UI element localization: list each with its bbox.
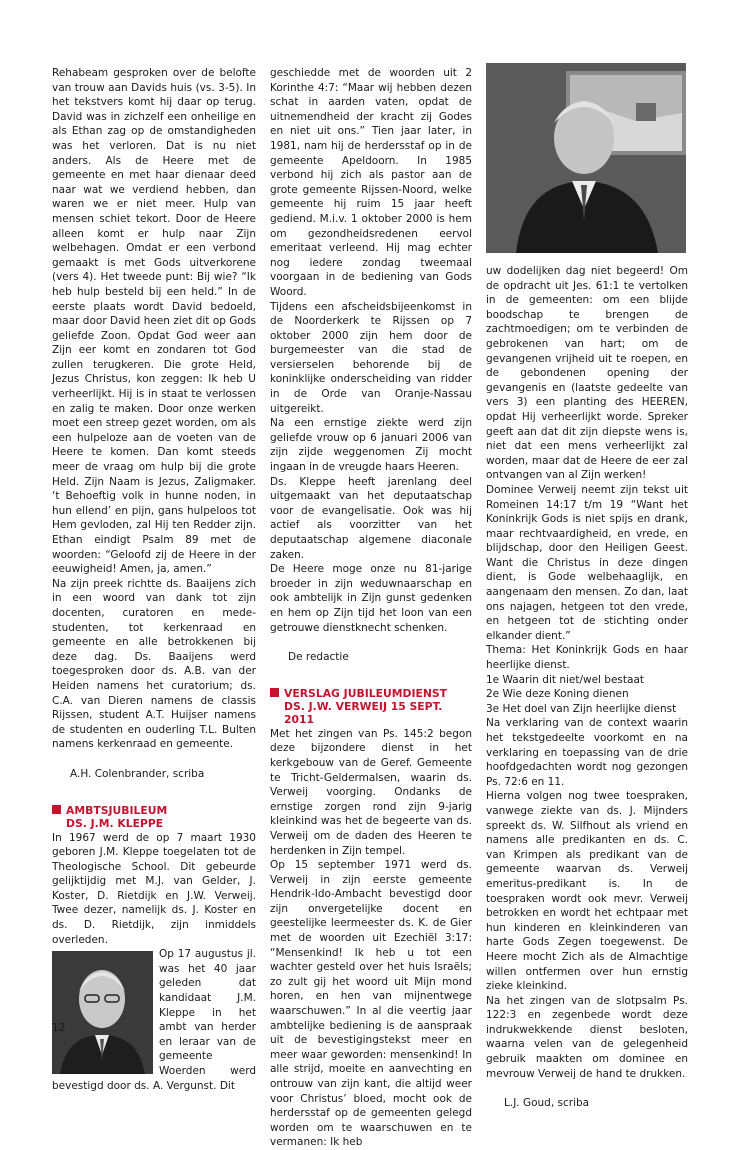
column-1 <box>52 66 256 1093</box>
paragraph: In 1967 werd de op 7 maart 1930 geboren J.M. Kleppe toegelaten tot de Theologische School. Dit gebeurde gelijktijdig met M.J. van Gelder, J. Koster, D. Rietdijk en J.W. Verweij. Twee dezer, namelijk ds. J. Koster en ds. D. Rietdijk, zijn inmiddels overleden. <box>52 831 256 946</box>
paragraph: Na het zingen van de slotpsalm Ps. 122:3 en zegenbede wordt deze indrukwekkende dienst besloten, waarna velen van de gelegenheid gebruik maakten om dominee en mevrouw Verweij de hand te drukken. <box>486 994 688 1080</box>
portrait-kleppe-image <box>52 951 153 1074</box>
list-item: 3e Het doel van Zijn heerlijke dienst <box>486 702 677 715</box>
heading-line-2: DS. J.W. VERWEIJ 15 SEPT. 2011 <box>284 699 443 726</box>
list-item: 1e Waarin dit niet/wel bestaat <box>486 673 645 686</box>
paragraph: Dominee Verweij neemt zijn tekst uit Romeinen 14:17 t/m 19 “Want het Koninkrijk Gods is niet spijs en drank, maar rechtvaardigheid, en vrede, en blijdschap, door den Heiligen Geest. Want die Christus in deze dingen dient, is Gode welbehaaglijk, en aangenaam den mensen. Zo dan, laat ons najagen, hetgeen tot den vrede, en hetgeen tot de stichting onder elkander dient.” <box>486 483 688 642</box>
section-heading-verslag <box>270 687 472 726</box>
portrait-verweij-image <box>486 63 686 253</box>
signature: De redactie <box>288 651 349 664</box>
paragraph: Met het zingen van Ps. 145:2 begon deze bijzondere dienst in het kerkgebouw van de Geref. Gemeente te Tricht-Geldermalsen, waarin ds. Verweij voorging. Ondanks de ernstige zorgen rond zijn 9-jarig kleinkind was het de begeerte van ds. Verweij om de daden des Heeren te herdenken in Zijn tempel. <box>270 727 472 857</box>
paragraph: Op 15 september 1971 werd ds. Verweij in zijn eerste gemeente Hendrik-Ido-Ambacht bevestigd door zijn onvergetelijke docent en geestelijke leermeester ds. K. de Gier met de woorden uit Ezechiël 3:17: “Mensenkind! Ik heb u tot een wachter gesteld over het huis Israëls; zo zult gij het woord uit Mijn mond horen, en hen van mijnentwege waarschuwen.” In al die veertig jaar ambtelijke bediening is de aanspraak uit de bevestigingstekst meer en meer waar geworden: mensenkind! In alle strijd, moeite en aanvechting en ontrouw van zijn kant, die altijd weer voor Christus’ bloed, mocht ook de herdersstaf op de gemeenten gelegd worden om te waarschuwen en te vermanen: Ik heb <box>270 859 472 1149</box>
paragraph: Thema: Het Koninkrijk Gods en haar heerlijke dienst. <box>486 644 688 672</box>
heading-line-1: AMBTSJUBILEUM <box>66 803 168 817</box>
signature: L.J. Goud, scriba <box>504 1097 590 1110</box>
paragraph: Na een ernstige ziekte werd zijn geliefde vrouw op 6 januari 2006 van zijn zijde weggenomen Zij mocht ingaan in de vreugde haars Heeren. <box>270 417 472 474</box>
paragraph: Tijdens een afscheidsbijeenkomst in de Noorderkerk te Rijssen op 7 oktober 2000 zijn hem door de burgemeester van die stad de versierselen behorende bij de koninklijke onderscheiding van ridder in de Orde van Oranje-Nassau uitgereikt. <box>270 300 472 415</box>
column-3 <box>486 264 688 1111</box>
column-2 <box>270 66 472 1150</box>
section-heading-ambtsjubileum <box>52 804 256 830</box>
portrait-photo-verweij <box>486 63 686 253</box>
signature: A.H. Colenbrander, scriba <box>70 767 205 780</box>
paragraph: De Heere moge onze nu 81-jarige broeder in zijn weduwnaarschap en ook ambtelijk in Zijn gunst gedenken en hem op Zijn tijd het loon van een getrouwe dienstknecht schenken. <box>270 563 472 634</box>
paragraph: geschiedde met de woorden uit 2 Korinthe 4:7: “Maar wij hebben dezen schat in aarden vaten, opdat de uitnemendheid der kracht zij Godes en niet uit ons.” Tien jaar later, in 1981, nam hij de herdersstaf op in de gemeente Apeldoorn. In 1985 verbond hij zich als pastor aan de grote gemeente Rijssen-Noord, welke gemeente hij ruim 15 jaar heeft gediend. M.i.v. 1 oktober 2000 is hem om gezondheidsredenen eervol emeritaat verleend. Hij mag echter nog iedere zondag tweemaal voorgaan in de bediening van Gods Woord. <box>270 67 472 298</box>
paragraph: Hierna volgen nog twee toespraken, vanwege ziekte van ds. J. Mijnders spreekt ds. W. Silfhout als vriend en namens alle predikanten en ds. C. van Krimpen als predikant van de gemeente waarvan ds. Verweij emeritus-predikant is. In de toespraken wordt ook mevr. Verweij betrokken en wordt het echtpaar met hun kinderen en kleinkinderen van harte Gods Zegen toegewenst. De Heere mocht Zich als de Almachtige willen ontfermen over hun ernstig zieke kleinkind. <box>486 790 688 993</box>
paragraph: Na verklaring van de context waarin het tekstgedeelte voorkomt en na verklaring en toepassing van de drie hoofdgedachten wordt nog gezongen Ps. 72:6 en 11. <box>486 717 688 788</box>
paragraph: Rehabeam gesproken over de belofte van trouw aan Davids huis (vs. 3-5). In het tekstvers komt hij daar op terug. David was in zichzelf een onheilige en als Ethan zag op de omstandigheden was het verloren. Dat is nu niet anders. Als de Heere met de gemeente en met haar dienaar deed naar wat we verdiend hebben, dan waren we er niet meer. Hulp van mensen schiet tekort. Door de Heere alleen komt er hulp naar Zijn welbehagen. Omdat er een verbond gemaakt is met Gods uitverkorene (vers 4). Het tweede punt: Bij wie? “Ik heb hulp besteld bij een held.” In de eerste plaats wordt David bedoeld, maar door David heen ziet dit op Gods geliefde Zoon. Opdat God weer aan Zijn eer komt en zondaren tot God zullen terugkeren. Die grote Held, Jezus Christus, kon zeggen: Ik heb U verheerlijkt. Hij is in staat te verlossen en zalig te maken. Door onze werken moet een streep gezet worden, om als een hulpeloze aan de voeten van de Heere te komen. Dan komt steeds meer de vraag om hulp bij die grote Held. Zijn Naam is Jezus, Zaligmaker. ‘t Behoeftig volk in hunne noden, in hun ellend’ en pijn, gans hulpeloos tot Hem gevloden, zal Hij ten Redder zijn. Ethan eindigt Psalm 89 met de woorden: “Geloofd zij de Heere in der eeuwigheid! Amen, ja, amen.” <box>52 67 256 576</box>
heading-line-2: DS. J.M. KLEPPE <box>66 816 164 830</box>
page-number: 12 <box>52 1022 66 1034</box>
paragraph: uw dodelijken dag niet begeerd! Om de opdracht uit Jes. 61:1 te vertolken in de gemeenten: om een blijde boodschap te brengen de zachtmoedigen; om te verbinden de gebrokenen van hart; om de gevangenen vrijheid uit te roepen, en de gebondenen opening der gevangenis en (laatste gedeelte van vers 3) een planting des HEEREN, opdat Hij verheerlijkt worde. Spreker geeft aan dat dit zijn diepste wens is, niet dat een mens verheerlijkt zal worden, maar dat de Heere de eer zal ontvangen van al Zijn werken! <box>486 265 688 482</box>
list-item: 2e Wie deze Koning dienen <box>486 688 629 701</box>
square-bullet-icon <box>270 688 279 697</box>
paragraph: Ds. Kleppe heeft jarenlang deel uitgemaakt van het deputaatschap voor de evangelisatie. Ook was hij actief als voorzitter van het deputaatschap algemene diaconale zaken. <box>270 475 472 561</box>
portrait-photo-kleppe <box>52 951 153 1074</box>
paragraph: Na zijn preek richtte ds. Baaijens zich in een woord van dank tot zijn docenten, curatoren en mede-studenten, tot kerkenraad en gemeente en alle betrokkenen bij deze dag. Ds. Baaijens werd toegesproken door ds. A.B. van der Heiden namens het curatorium; ds. C.A. van Dieren namens de classis Rijssen, student A.T. Huijser namens de studenten en ouderling T.L. Bulten namens kerkenraad en gemeente. <box>52 577 256 751</box>
square-bullet-icon <box>52 805 61 814</box>
heading-line-1: VERSLAG JUBILEUMDIENST <box>284 686 448 700</box>
paragraph: Op 17 augustus jl. was het 40 jaar geleden dat kandidaat J.M. Kleppe in het ambt van herder en leraar van de gemeente Woerden werd bevestigd door ds. A. Vergunst. Dit <box>52 948 256 1092</box>
